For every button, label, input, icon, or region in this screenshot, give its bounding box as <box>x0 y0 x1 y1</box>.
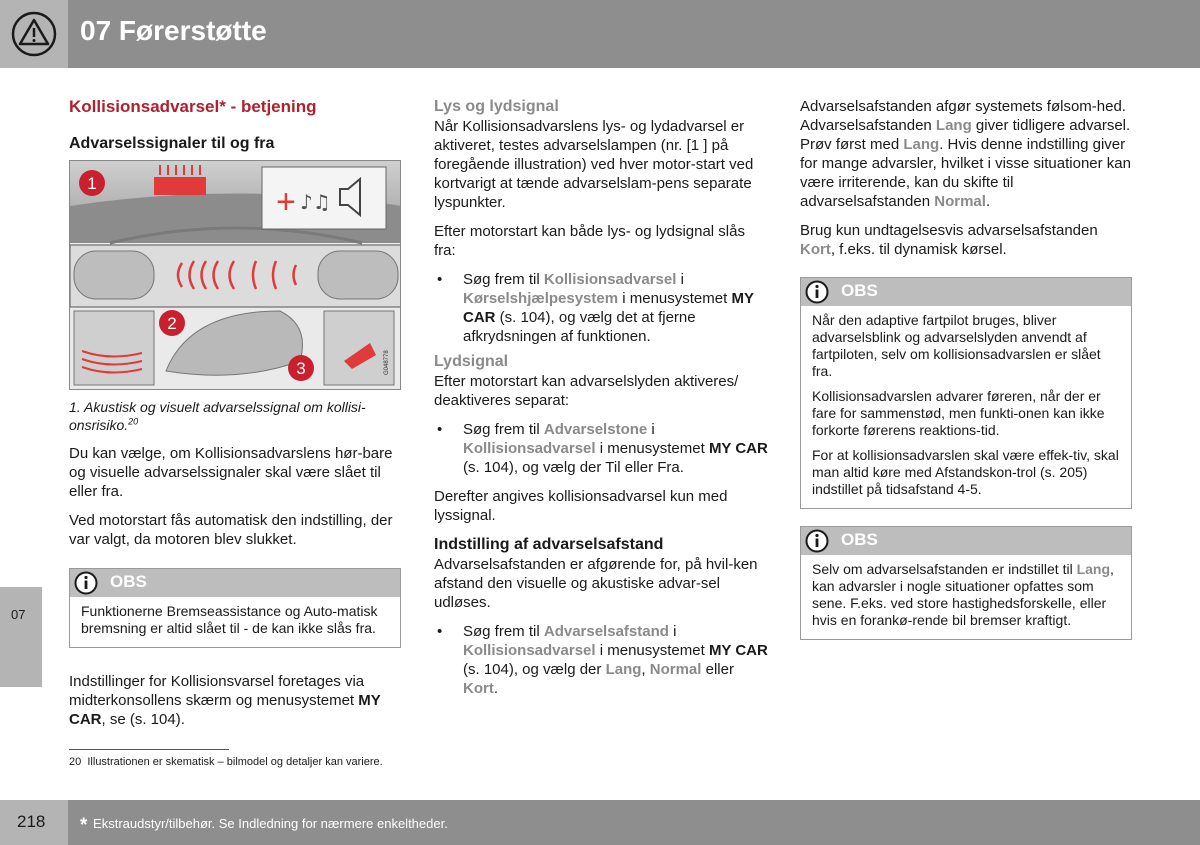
column-3 <box>800 97 1132 654</box>
paragraph: Derefter angives kollisionsadvarsel kun med lyssignal. <box>434 488 728 524</box>
info-icon <box>74 571 98 595</box>
paragraph: Efter motorstart kan både lys- og lydsignal slås fra: <box>434 223 745 259</box>
figure-label-1: 1 <box>87 174 97 193</box>
bullet-item: • Søg frem til Advarselsafstand i Kollisionsadvarsel i menusystemet MY CAR (s. 104), og vælg der Lang, Normal eller Kort. <box>437 623 768 697</box>
subheading: Lydsignal <box>434 353 509 370</box>
obs-note-box <box>800 526 1132 640</box>
page-footer <box>0 800 1200 845</box>
obs-note-box <box>800 277 1132 509</box>
obs-text: Selv om advarselsafstanden er indstillet til Lang, kan advarsler i nogle situationer opfattes som sene. F.eks. ved store hastighedsforskelle, eller hvis en forankø-rende bil bremser kraftigt. <box>812 561 1114 628</box>
obs-header <box>801 527 1131 555</box>
column-2 <box>434 97 770 698</box>
chapter-tab-number: 07 <box>11 607 26 622</box>
warning-triangle-icon <box>0 0 68 68</box>
paragraph: Brug kun undtagelsesvis advarselsafstanden Kort, f.eks. til dynamisk kørsel. <box>800 222 1098 258</box>
svg-text:+: + <box>276 183 296 221</box>
column-1 <box>69 96 401 729</box>
paragraph: Efter motorstart kan advarselslyden aktiveres/ deaktiveres separat: <box>434 373 739 409</box>
section-title: Kollisionsadvarsel* - betjening <box>69 97 317 116</box>
header-icon-box <box>0 0 68 68</box>
obs-header <box>801 278 1131 306</box>
bullet-item: • Søg frem til Advarselstone i Kollisionsadvarsel i menusystemet MY CAR (s. 104), og vælg der Til eller Fra. <box>437 421 768 476</box>
figure-label-3: 3 <box>296 359 306 378</box>
svg-text:♪♫: ♪♫ <box>300 190 331 214</box>
paragraph: Du kan vælge, om Kollisionsadvarslens hør-bare og visuelle advarselssignaler skal være slået til eller fra. <box>69 445 393 500</box>
footnote-divider <box>69 749 229 750</box>
obs-label: OBS <box>110 572 147 591</box>
obs-text: Funktionerne Bremseassistance og Auto-matisk bremsning er altid slået til - de kan ikke slås fra. <box>81 603 378 636</box>
page-number: 218 <box>17 812 46 831</box>
paragraph: Indstillinger for Kollisionsvarsel foretages via midterkonsollens skærm og menusystemet MY CAR, se (s. 104). <box>69 673 381 728</box>
footer-note: * Ekstraudstyr/tilbehør. Se Indledning for nærmere enkeltheder. <box>80 815 448 836</box>
subheading: Indstilling af advarselsafstand <box>434 536 664 553</box>
footnote: 20 Illustrationen er skematisk – bilmodel og detaljer kan variere. <box>69 756 383 768</box>
illustration-graphic <box>70 161 401 390</box>
obs-label: OBS <box>841 281 878 300</box>
obs-label: OBS <box>841 530 878 549</box>
obs-text: Når den adaptive fartpilot bruges, bliver advarselsblink og advarselslyden anvendt af fartpiloten, selv om kollisionsadvarslen er slået fra. Kollisionsadvarslen advarer føreren, når der er fare for sammenstød, men funkti-onen kan ikke forkorte førerens reaktions-tid. For at kollisionsadvarslen skal være effek-tiv, skal man altid køre med Afstandskon-trol (s. 205) indstillet på tidsafstand 4-5. <box>812 312 1119 497</box>
obs-note-box <box>69 568 401 648</box>
figure-code: G048778 <box>384 350 390 375</box>
figure-caption: 1. Akustisk og visuelt advarselssignal om kollisi-onsrisiko.$^{20}$ <box>69 399 366 433</box>
figure-label-2: 2 <box>167 314 177 333</box>
paragraph: Ved motorstart fås automatisk den indstilling, der var valgt, da motoren blev slukket. <box>69 512 393 548</box>
chapter-header <box>0 0 1200 68</box>
page-number-box <box>0 800 68 845</box>
section-subtitle: Advarselssignaler til og fra <box>69 135 275 152</box>
bullet-item: • Søg frem til Kollisionsadvarsel i Kørselshjælpesystem i menusystemet MY CAR (s. 104), og vælg det at fjerne afkrydsningen af funktionen. <box>437 271 754 345</box>
info-icon <box>805 529 829 553</box>
subheading: Lys og lydsignal <box>434 98 559 115</box>
obs-header <box>70 569 400 597</box>
paragraph: Når Kollisionsadvarslens lys- og lydadvarsel er aktiveret, testes advarselslampen (nr. [1 ] på foregående illustration) ved hver motor-start ved kortvarigt at tænde advarselslam-pens separate lyspunkter. <box>434 118 754 211</box>
chapter-title: 07 Førerstøtte <box>80 15 267 46</box>
info-icon <box>805 280 829 304</box>
paragraph: Advarselsafstanden er afgørende for, på hvil-ken afstand den visuelle og akustiske advar-sel udløses. <box>434 556 758 611</box>
chapter-side-tab <box>0 587 42 687</box>
footnote-ref: 20 <box>128 416 139 427</box>
collision-warning-illustration <box>69 160 401 390</box>
paragraph: Advarselsafstanden afgør systemets følsom-hed. Advarselsafstanden Lang giver tidligere advarsel. Prøv først med Lang. Hvis denne indstilling giver for mange advarsler, hvilket i visse situationer kan være irriterende, kan du skifte til advarselsafstanden Normal. <box>800 98 1131 210</box>
